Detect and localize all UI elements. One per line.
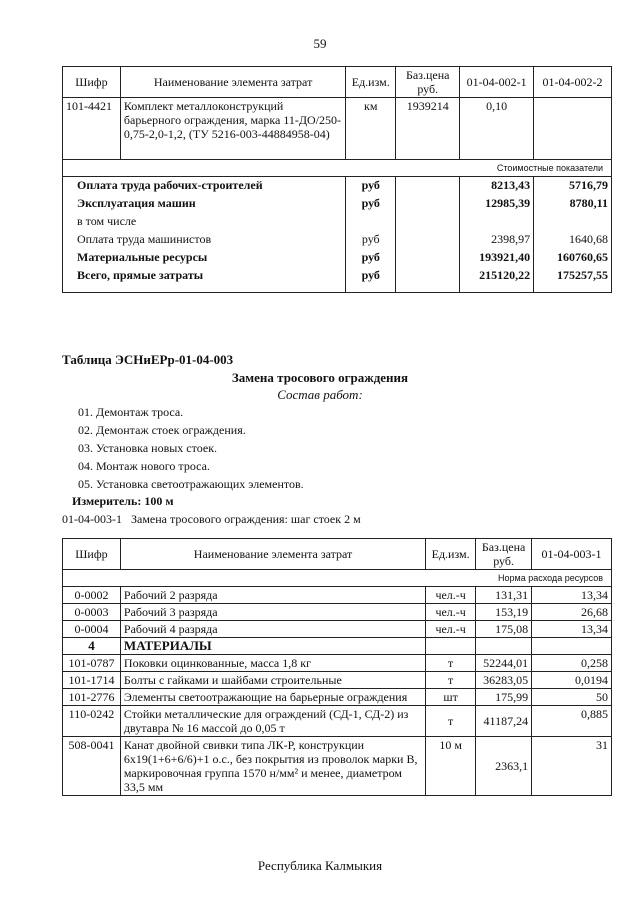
row-code: 508-0041 xyxy=(63,737,121,796)
cost-v1: 215120,22 xyxy=(460,267,534,293)
row-unit: т xyxy=(426,655,476,672)
cost-v2 xyxy=(534,213,612,231)
row-price: 1939214 xyxy=(396,98,460,160)
cost-name: Всего, прямые затраты xyxy=(63,267,346,293)
cost-unit xyxy=(346,213,396,231)
row-name: Элементы светоотражающие на барьерные ограждения xyxy=(120,689,425,706)
work-item: 04. Монтаж нового троса. xyxy=(78,459,210,473)
cost-row xyxy=(63,249,612,267)
work-item: 02. Демонтаж стоек ограждения. xyxy=(78,423,246,437)
row-name: Болты с гайками и шайбами строительные xyxy=(120,672,425,689)
cost-unit: руб xyxy=(346,231,396,249)
row-unit: шт xyxy=(426,689,476,706)
section-label: Норма расхода ресурсов xyxy=(63,570,612,587)
row-price: 175,99 xyxy=(476,689,532,706)
cost-v1: 2398,97 xyxy=(460,231,534,249)
works-heading: Состав работ: xyxy=(277,387,363,402)
table-row xyxy=(63,706,612,737)
row-price: 153,19 xyxy=(476,604,532,621)
cost-table-1 xyxy=(62,66,612,293)
empty-cell xyxy=(476,638,532,655)
cost-price xyxy=(396,195,460,213)
row-code: 101-2776 xyxy=(63,689,121,706)
cost-row xyxy=(63,177,612,195)
row-v2 xyxy=(534,98,612,160)
row-name: Канат двойной свивки типа ЛК-Р, конструкции 6х19(1+6+6/6)+1 о.с., без покрытия из проволок марки В, маркировочная группа 1570 н/мм² и менее, диаметром 33,5 мм xyxy=(120,737,425,796)
header-price: Баз.цена руб. xyxy=(476,539,532,570)
row-unit: чел.-ч xyxy=(426,587,476,604)
header-code: Шифр xyxy=(63,539,121,570)
cost-name: Оплата труда машинистов xyxy=(63,231,346,249)
row-name: Рабочий 2 разряда xyxy=(120,587,425,604)
footer: Республика Калмыкия xyxy=(257,858,383,873)
cost-unit: руб xyxy=(346,195,396,213)
row-code: 101-1714 xyxy=(63,672,121,689)
row-v: 0,258 xyxy=(532,655,612,672)
group-name: МАТЕРИАЛЫ xyxy=(120,638,425,655)
table-row xyxy=(63,621,612,638)
header-name: Наименование элемента затрат xyxy=(120,67,345,98)
row-v: 0,885 xyxy=(532,706,612,737)
work-item: 05. Установка светоотражающих элементов. xyxy=(78,477,304,491)
cost-price xyxy=(396,249,460,267)
cost-unit: руб xyxy=(346,177,396,195)
row-code: 0-0004 xyxy=(63,621,121,638)
row-price: 175,08 xyxy=(476,621,532,638)
cost-price xyxy=(396,267,460,293)
cost-unit: руб xyxy=(346,267,396,293)
cost-row xyxy=(63,213,612,231)
cost-name: в том числе xyxy=(63,213,346,231)
table-row xyxy=(63,98,612,160)
row-unit: чел.-ч xyxy=(426,604,476,621)
row-code: 101-4421 xyxy=(63,98,121,160)
cost-v2: 160760,65 xyxy=(534,249,612,267)
cost-v1: 12985,39 xyxy=(460,195,534,213)
group-row xyxy=(63,638,612,655)
row-price: 52244,01 xyxy=(476,655,532,672)
cost-v1: 193921,40 xyxy=(460,249,534,267)
header-code: Шифр xyxy=(63,67,121,98)
table-title: Таблица ЭСНиЕРр-01-04-003 xyxy=(62,352,234,367)
cost-v2: 8780,11 xyxy=(534,195,612,213)
cost-unit: руб xyxy=(346,249,396,267)
norm-line: 01-04-003-1 Замена тросового ограждения: шаг стоек 2 м xyxy=(62,512,361,526)
work-item: 03. Установка новых стоек. xyxy=(78,441,218,455)
row-v: 31 xyxy=(532,737,612,796)
row-price: 41187,24 xyxy=(476,706,532,737)
header-col-1: 01-04-003-1 xyxy=(532,539,612,570)
cost-row xyxy=(63,267,612,293)
section-title: Замена тросового ограждения xyxy=(231,370,409,385)
table-row xyxy=(63,672,612,689)
cost-price xyxy=(396,213,460,231)
empty-cell xyxy=(426,638,476,655)
row-v: 13,34 xyxy=(532,621,612,638)
row-unit: чел.-ч xyxy=(426,621,476,638)
table-row xyxy=(63,604,612,621)
cost-v1 xyxy=(460,213,534,231)
row-name: Рабочий 3 разряда xyxy=(120,604,425,621)
cost-price xyxy=(396,231,460,249)
row-name: Стойки металлические для ограждений (СД-1, СД-2) из двутавра № 16 массой до 0,05 т xyxy=(120,706,425,737)
row-price: 131,31 xyxy=(476,587,532,604)
row-v: 50 xyxy=(532,689,612,706)
cost-row xyxy=(63,195,612,213)
cost-name: Эксплуатация машин xyxy=(63,195,346,213)
table-row xyxy=(63,655,612,672)
row-name: Поковки оцинкованные, масса 1,8 кг xyxy=(120,655,425,672)
resource-table xyxy=(62,538,612,796)
header-price: Баз.цена руб. xyxy=(396,67,460,98)
table-row xyxy=(63,689,612,706)
header-name: Наименование элемента затрат xyxy=(120,539,425,570)
meter: Измеритель: 100 м xyxy=(72,494,174,508)
page-number: 59 xyxy=(313,36,327,51)
cost-v2: 5716,79 xyxy=(534,177,612,195)
cost-v2: 1640,68 xyxy=(534,231,612,249)
row-code: 0-0003 xyxy=(63,604,121,621)
row-price: 2363,1 xyxy=(476,737,532,796)
row-name: Рабочий 4 разряда xyxy=(120,621,425,638)
row-price: 36283,05 xyxy=(476,672,532,689)
row-unit: т xyxy=(426,706,476,737)
work-item: 01. Демонтаж троса. xyxy=(78,405,184,419)
empty-cell xyxy=(532,638,612,655)
works-list xyxy=(78,403,304,493)
row-v: 26,68 xyxy=(532,604,612,621)
cost-name: Материальные ресурсы xyxy=(63,249,346,267)
row-code: 101-0787 xyxy=(63,655,121,672)
cost-name: Оплата труда рабочих-строителей xyxy=(63,177,346,195)
row-name: Комплект металлоконструкций барьерного ограждения, марка 11-ДО/250-0,75-2,0-1,2, (ТУ 5216-003-44884958-04) xyxy=(120,98,345,160)
cost-price xyxy=(396,177,460,195)
header-col-2: 01-04-002-2 xyxy=(534,67,612,98)
section-label: Стоимостные показатели xyxy=(63,160,612,177)
table-row xyxy=(63,737,612,796)
header-unit: Ед.изм. xyxy=(426,539,476,570)
cost-v1: 8213,43 xyxy=(460,177,534,195)
row-v: 13,34 xyxy=(532,587,612,604)
header-col-1: 01-04-002-1 xyxy=(460,67,534,98)
row-code: 0-0002 xyxy=(63,587,121,604)
cost-row xyxy=(63,231,612,249)
table-row xyxy=(63,587,612,604)
row-unit: т xyxy=(426,672,476,689)
header-unit: Ед.изм. xyxy=(346,67,396,98)
row-unit: км xyxy=(346,98,396,160)
row-v1: 0,10 xyxy=(460,98,534,160)
row-unit: 10 м xyxy=(426,737,476,796)
cost-v2: 175257,55 xyxy=(534,267,612,293)
row-code: 110-0242 xyxy=(63,706,121,737)
group-code: 4 xyxy=(63,638,121,655)
row-v: 0,0194 xyxy=(532,672,612,689)
